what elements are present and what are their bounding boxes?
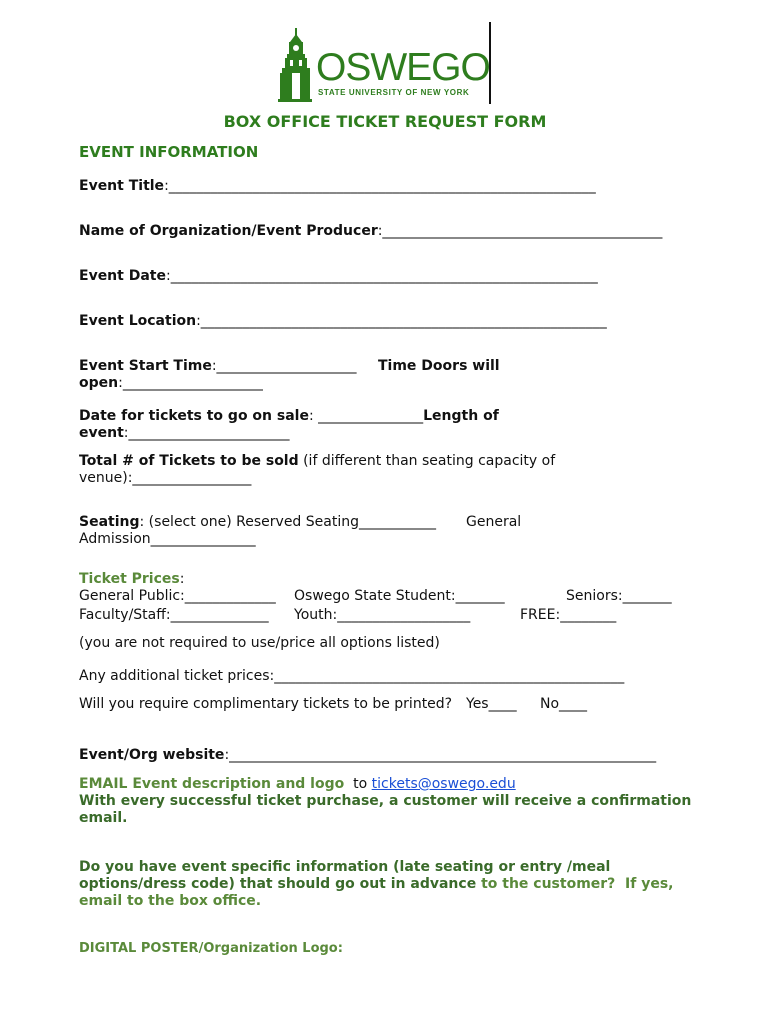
event-length-row <box>79 425 290 441</box>
website-label: Event/Org website <box>79 747 225 763</box>
website-field[interactable]: :_____________________________________________________________ <box>224 747 657 763</box>
form-title: BOX OFFICE TICKET REQUEST FORM <box>223 112 547 131</box>
ticket-prices-heading: Ticket Prices <box>79 571 180 587</box>
org-name-field[interactable]: :________________________________________ <box>377 223 663 239</box>
price-oswego-student[interactable]: Oswego State Student:_______ <box>294 588 505 604</box>
sale-date-label: Date for tickets to go on sale <box>79 408 309 424</box>
event-length-field[interactable]: :_______________________ <box>123 425 290 441</box>
start-time-field[interactable]: :____________________ <box>211 358 357 374</box>
complimentary-yes[interactable]: Yes____ <box>466 696 517 712</box>
event-length-label: event <box>79 425 124 441</box>
event-date-label: Event Date <box>79 268 166 284</box>
confirmation-line-1: With every successful ticket purchase, a customer will receive a confirmation <box>79 793 692 809</box>
event-date-field[interactable]: :_____________________________________________________________ <box>165 268 598 284</box>
advance-line-2a: options/dress code) that should go out in advance <box>79 876 477 892</box>
email-label: EMAIL Event description and logo <box>79 776 345 792</box>
section-heading: EVENT INFORMATION <box>79 143 259 161</box>
advance-line-3: email to the box office. <box>79 893 262 909</box>
event-title-row <box>79 178 596 194</box>
advance-line-2b: to the customer? If yes, <box>476 876 674 892</box>
not-required-note: (you are not required to use/price all options listed) <box>79 635 440 651</box>
total-tickets-field[interactable]: venue):_________________ <box>79 470 252 486</box>
email-link[interactable]: tickets@oswego.edu <box>371 776 516 792</box>
seating-row <box>79 514 436 530</box>
open-label: open <box>79 375 119 391</box>
org-name-label: Name of Organization/Event Producer <box>79 223 378 239</box>
org-name-row <box>79 223 662 239</box>
event-date-row <box>79 268 598 284</box>
start-time-row <box>79 358 357 374</box>
general-admission-option[interactable]: Admission_______________ <box>79 531 256 547</box>
sale-date-row <box>79 408 499 424</box>
advance-line-2 <box>79 876 674 892</box>
advance-line-1: Do you have event specific information (late seating or entry /meal <box>79 859 611 875</box>
price-general-public[interactable]: General Public:_____________ <box>79 588 276 604</box>
general-label: General <box>466 514 522 530</box>
event-title-field[interactable]: :_____________________________________________________________ <box>164 178 596 194</box>
complimentary-no[interactable]: No____ <box>540 696 588 712</box>
sale-date-field[interactable]: : _______________ <box>308 408 424 424</box>
price-seniors[interactable]: Seniors:_______ <box>566 588 672 604</box>
email-to: to <box>344 776 372 792</box>
length-label: Length of <box>423 408 499 424</box>
start-time-label: Event Start Time <box>79 358 212 374</box>
logo-wordmark: OSWEGO <box>316 46 490 89</box>
ticket-prices-colon: : <box>179 571 185 587</box>
event-location-row <box>79 313 607 329</box>
event-location-field[interactable]: :__________________________________________________________ <box>196 313 607 329</box>
price-youth[interactable]: Youth:___________________ <box>294 607 471 623</box>
doors-open-row <box>79 375 263 391</box>
confirmation-line-2: email. <box>79 810 128 826</box>
doors-open-field[interactable]: :____________________ <box>118 375 263 391</box>
seating-label: Seating <box>79 514 140 530</box>
oswego-logo <box>276 20 496 108</box>
total-tickets-row <box>79 453 555 469</box>
logo-tagline: STATE UNIVERSITY OF NEW YORK <box>318 88 470 97</box>
website-row <box>79 747 656 763</box>
event-location-label: Event Location <box>79 313 197 329</box>
reserved-seating-option[interactable]: : (select one) Reserved Seating___________ <box>139 514 436 530</box>
doors-label: Time Doors will <box>378 358 500 374</box>
digital-poster-label: DIGITAL POSTER/Organization Logo: <box>79 941 343 956</box>
event-title-label: Event Title <box>79 178 165 194</box>
price-free[interactable]: FREE:________ <box>520 607 617 623</box>
price-faculty-staff[interactable]: Faculty/Staff:______________ <box>79 607 269 623</box>
total-tickets-note: (if different than seating capacity of <box>298 453 556 469</box>
complimentary-question: Will you require complimentary tickets to be printed? <box>79 696 453 712</box>
additional-prices-field[interactable]: Any additional ticket prices:__________________________________________________ <box>79 668 625 684</box>
total-tickets-label: Total # of Tickets to be sold <box>79 453 299 469</box>
email-row <box>79 776 516 792</box>
ticket-prices-heading-row <box>79 571 184 587</box>
